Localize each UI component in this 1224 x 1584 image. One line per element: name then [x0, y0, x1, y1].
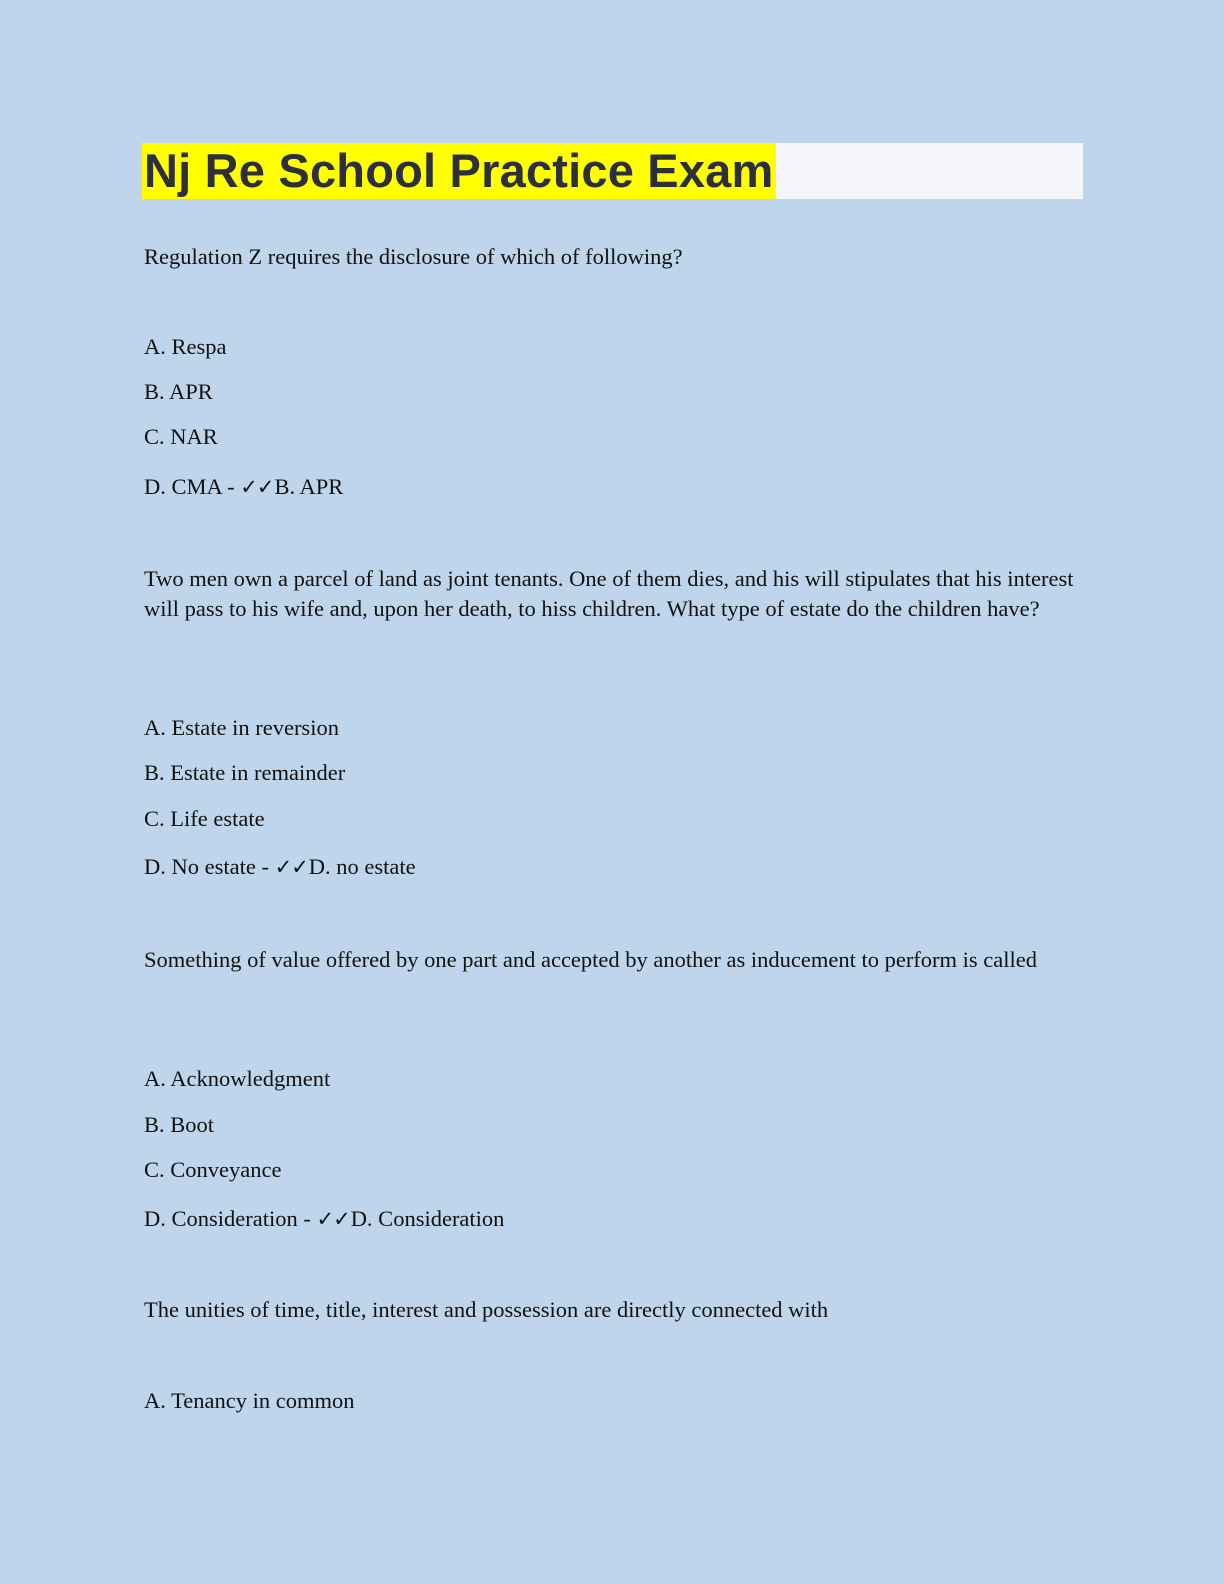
question-4-text: The unities of time, title, interest and possession are directly connected with [144, 1297, 829, 1322]
question-2-text: Two men own a parcel of land as joint tenants. One of them dies, and his will stipulates that his interest will pass to his wife and, upon her death, to hiss children. What type of estate do the children have? [144, 566, 1074, 621]
checkmark-icon: ✓✓ [316, 1207, 350, 1231]
question-4-option-a: A. Tenancy in common [144, 1388, 355, 1413]
question-3-option-d [144, 1204, 504, 1234]
question-3-option-d-label: D. Consideration - [144, 1206, 317, 1231]
question-3-option-b: B. Boot [144, 1112, 215, 1137]
question-3-option-c: C. Conveyance [144, 1157, 282, 1182]
question-1-option-d-label: D. CMA - [144, 474, 241, 499]
question-2-answer: D. no estate [308, 854, 416, 879]
question-1-option-b: B. APR [144, 379, 213, 404]
title-bar [142, 143, 1083, 199]
question-1-option-d [144, 472, 343, 502]
question-2-option-a: A. Estate in reversion [144, 715, 339, 740]
question-2-option-b: B. Estate in remainder [144, 760, 346, 785]
question-2-option-c: C. Life estate [144, 806, 265, 831]
checkmark-icon: ✓✓ [240, 475, 274, 499]
question-3-option-a: A. Acknowledgment [144, 1066, 331, 1091]
question-1-answer: B. APR [274, 474, 344, 499]
document-title: Nj Re School Practice Exam [144, 144, 774, 197]
question-1-option-a: A. Respa [144, 334, 227, 359]
question-2-option-d-label: D. No estate - [144, 854, 275, 879]
question-1-text: Regulation Z requires the disclosure of which of following? [144, 244, 683, 269]
checkmark-icon: ✓✓ [274, 855, 308, 879]
question-3-text: Something of value offered by one part and accepted by another as inducement to perform is called [144, 947, 1038, 972]
question-1-option-c: C. NAR [144, 424, 218, 449]
question-2-option-d [144, 852, 416, 882]
question-3-answer: D. Consideration [350, 1206, 505, 1231]
